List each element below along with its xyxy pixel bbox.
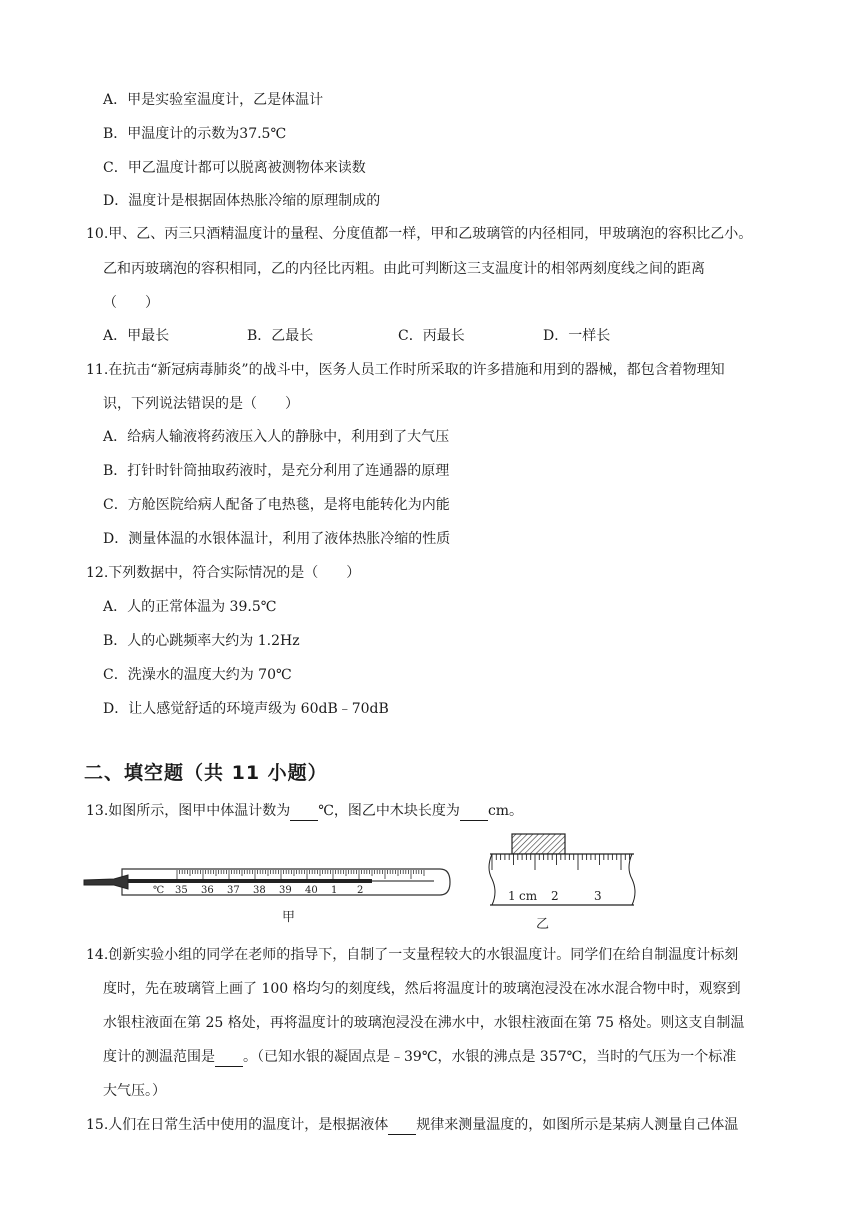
q12-option-c: C．洗澡水的温度大约为 70℃ — [103, 667, 292, 683]
q11-stem-line2: 识，下列说法错误的是（ ） — [103, 396, 299, 412]
q10-option-b: B．乙最长 — [247, 328, 314, 344]
answer-blank — [388, 1119, 416, 1135]
thermometer-scale-label: 35 — [175, 885, 188, 896]
q13-text-2: ℃，图乙中木块长度为 — [318, 803, 460, 819]
thermometer-scale-label: 36 — [201, 885, 214, 896]
answer-blank — [290, 805, 318, 821]
q11-option-c: C．方舱医院给病人配备了电热毯，是将电能转化为内能 — [103, 497, 450, 513]
mercury-column — [128, 879, 372, 883]
ruler-figure — [484, 826, 638, 938]
q9-option-c: C．甲乙温度计都可以脱离被测物体来读数 — [103, 160, 366, 176]
q14-stem-line1: 14.创新实验小组的同学在老师的指导下，自制了一支量程较大的水银温度计。同学们在给自制温度计标刻 — [86, 947, 739, 963]
q14-text-4a: 度计的测温范围是 — [103, 1049, 215, 1065]
q10-option-a: A．甲最长 — [103, 328, 170, 344]
thermometer-scale-label: 2 — [357, 885, 364, 896]
thermometer-scale-label: 39 — [279, 885, 292, 896]
q9-option-b: B．甲温度计的示数为37.5℃ — [103, 126, 287, 142]
thermometer-scale-label: 40 — [305, 885, 318, 896]
q14-stem-line3: 水银柱液面在第 25 格处，再将温度计的玻璃泡浸没在沸水中，水银柱液面在第 75 格处。则这支自制温 — [103, 1015, 745, 1031]
thermometer-bulb — [84, 875, 128, 889]
q14-stem-line5: 大气压。） — [103, 1083, 166, 1099]
q11-option-d: D．测量体温的水银体温计，利用了液体热胀冷缩的性质 — [103, 531, 451, 547]
wooden-block — [512, 834, 565, 854]
thermometer-scale-label: 1 — [331, 885, 338, 896]
q10-option-c: C．丙最长 — [398, 328, 465, 344]
q14-stem-line4 — [103, 1047, 736, 1067]
q12-option-a: A．人的正常体温为 39.5℃ — [103, 599, 277, 615]
q14-stem-line2: 度时，先在玻璃管上画了 100 格均匀的刻度线，然后将温度计的玻璃泡浸没在冰水混合物中时，观察到 — [103, 981, 741, 997]
q9-option-a: A．甲是实验室温度计，乙是体温计 — [103, 92, 324, 108]
answer-blank — [215, 1051, 243, 1067]
q10-stem-line2: 乙和丙玻璃泡的容积相同，乙的内径比丙粗。由此可判断这三支温度计的相邻两刻度线之间的距离 — [103, 261, 705, 277]
q14-text-4b: 。（已知水银的凝固点是﹣39℃，水银的沸点是 357℃，当时的气压为一个标准 — [243, 1049, 737, 1065]
q9-option-d: D．温度计是根据固体热胀冷缩的原理制成的 — [103, 193, 381, 209]
ruler-label-3: 3 — [594, 889, 602, 903]
q12-option-d: D．让人感觉舒适的环境声级为 60dB﹣70dB — [103, 701, 389, 717]
q15-text-1b: 规律来测量温度的，如图所示是某病人测量自己体温 — [416, 1117, 739, 1133]
q13-stem — [86, 801, 523, 821]
q15-text-1a: 15.人们在日常生活中使用的温度计，是根据液体 — [86, 1117, 389, 1133]
capillary-tube — [372, 880, 434, 882]
ruler-unit-label: cm — [519, 889, 538, 903]
thermometer-unit-label: ℃ — [153, 885, 165, 896]
answer-blank — [460, 805, 488, 821]
q13-text-1: 13.如图所示，图甲中体温计数为 — [86, 803, 291, 819]
thermometer-scale-label: 38 — [253, 885, 266, 896]
section-title: 二、填空题（共 11 小题） — [84, 762, 328, 784]
ruler-label-2: 2 — [551, 889, 559, 903]
q10-stem-line1: 10.甲、乙、丙三只酒精温度计的量程、分度值都一样，甲和乙玻璃管的内径相同，甲玻璃泡的容积比乙小。 — [86, 226, 753, 242]
q12-stem: 12.下列数据中，符合实际情况的是（ ） — [86, 565, 361, 581]
q10-answer-bracket: （ ） — [103, 295, 159, 311]
q15-stem-line1 — [86, 1115, 738, 1135]
q11-stem-line1: 11.在抗击“新冠病毒肺炎”的战斗中，医务人员工作时所采取的许多措施和用到的器械，都包含着物理知 — [86, 362, 725, 378]
thermometer-scale-label: 37 — [227, 885, 240, 896]
q10-option-d: D．一样长 — [543, 328, 611, 344]
q12-option-b: B．人的心跳频率大约为 1.2Hz — [103, 633, 300, 649]
ruler-caption: 乙 — [536, 917, 550, 932]
q11-option-b: B．打针时针筒抽取药液时，是充分利用了连通器的原理 — [103, 463, 450, 479]
thermometer-figure — [82, 855, 454, 935]
q13-text-3: cm。 — [487, 803, 524, 819]
thermometer-caption: 甲 — [282, 910, 296, 925]
q11-option-a: A．给病人输液将药液压入人的静脉中，利用到了大气压 — [103, 429, 450, 445]
ruler-label-1: 1 — [508, 889, 516, 903]
